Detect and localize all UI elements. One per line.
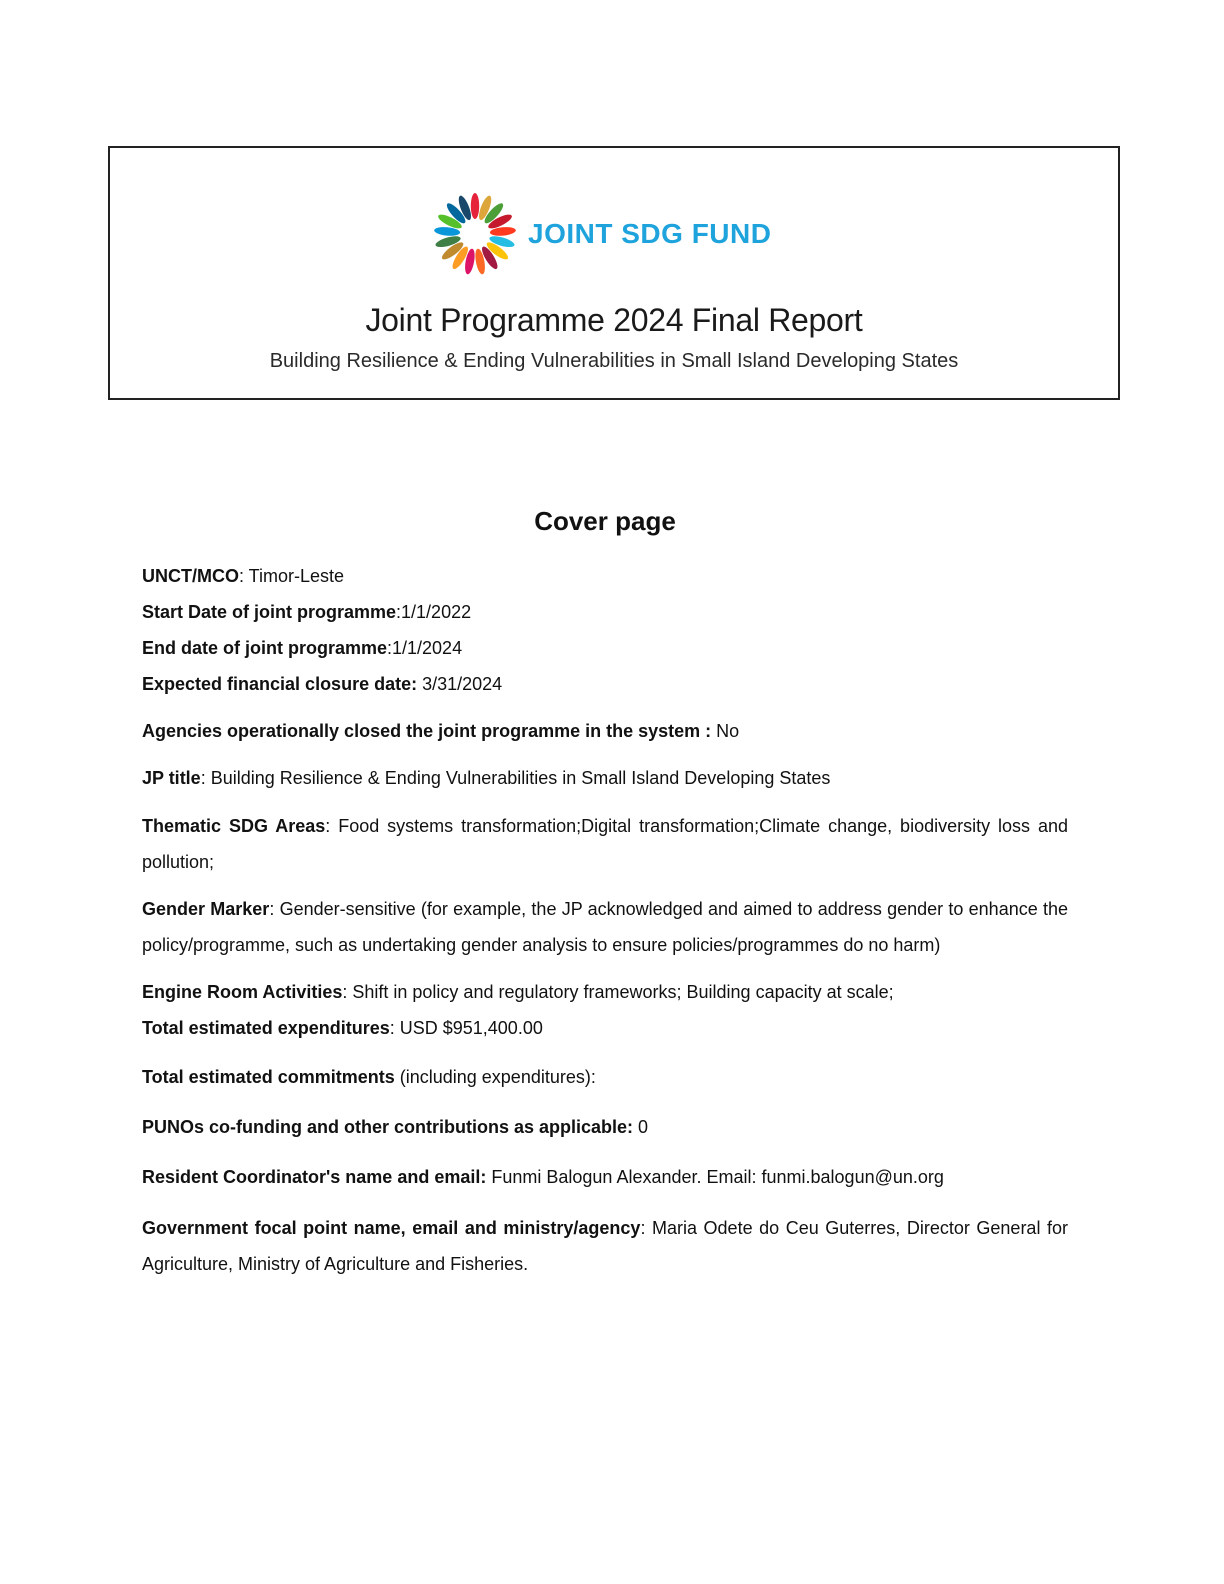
field-end-date [142,630,1068,666]
field-label: Total estimated commitments [142,1067,395,1087]
report-title: Joint Programme 2024 Final Report [365,302,863,338]
field-gender-marker [142,891,1068,963]
field-value: (including expenditures): [394,1067,596,1087]
field-label: End date of joint programme [142,638,388,658]
field-value: : Gender-sensitive (for example, the JP acknowledged and aimed to address gender to enhance the policy/programme, such as undertaking gender analysis to ensure policies/programmes do no harm) [142,899,1068,955]
field-commitments [142,1059,1068,1095]
field-punos [142,1109,1068,1145]
field-value: : Shift in policy and regulatory frameworks; Building capacity at scale; [342,982,894,1002]
field-value: No [711,721,740,741]
field-closure-date [142,666,1068,702]
cover-page-heading: Cover page [534,506,676,536]
sdg-wheel-petal [471,193,479,219]
field-value: :1/1/2022 [396,602,472,622]
field-value: 3/31/2024 [417,674,503,694]
field-unct-mco [142,558,1068,594]
field-value: : Building Resilience & Ending Vulnerabilities in Small Island Developing States [200,768,831,788]
sdg-wheel-icon [430,186,520,282]
field-value: : Maria Odete do Ceu Guterres, Director General for Agriculture, Ministry of Agriculture and Fisheries. [142,1218,1068,1274]
field-value: : Food systems transformation;Digital transformation;Climate change, biodiversity loss and pollution; [142,816,1068,872]
field-label: JP title [142,768,201,788]
field-value: : USD $951,400.00 [389,1018,543,1038]
field-label: PUNOs co-funding and other contributions as applicable: [142,1117,634,1137]
field-label: Agencies operationally closed the joint programme in the system : [142,721,712,741]
field-government-focal-point [142,1210,1068,1282]
logo-text: JOINT SDG FUND [528,218,772,249]
field-agencies-closed [142,713,1068,749]
field-value: :1/1/2024 [387,638,463,658]
field-label: Engine Room Activities [142,982,343,1002]
field-label: Start Date of joint programme [142,602,397,622]
field-value: 0 [633,1117,649,1137]
field-label: UNCT/MCO [142,566,239,586]
field-value: Funmi Balogun Alexander. Email: funmi.balogun@un.org [486,1167,944,1187]
joint-sdg-fund-logo [430,186,771,282]
field-label: Resident Coordinator's name and email: [142,1167,487,1187]
field-label: Thematic SDG Areas [142,816,326,836]
field-label: Government focal point name, email and ministry/agency [142,1218,641,1238]
report-subtitle: Building Resilience & Ending Vulnerabilities in Small Island Developing States [269,350,959,372]
field-label: Gender Marker [142,899,270,919]
field-jp-title [142,760,1068,796]
field-expenditures [142,1010,1068,1046]
field-engine-room [142,974,1068,1010]
field-resident-coordinator [142,1159,1068,1195]
field-label: Total estimated expenditures [142,1018,390,1038]
field-start-date [142,594,1068,630]
field-label: Expected financial closure date: [142,674,418,694]
field-thematic-sdg-areas [142,808,1068,880]
report-header-box [108,146,1120,400]
field-value: : Timor-Leste [239,566,345,586]
